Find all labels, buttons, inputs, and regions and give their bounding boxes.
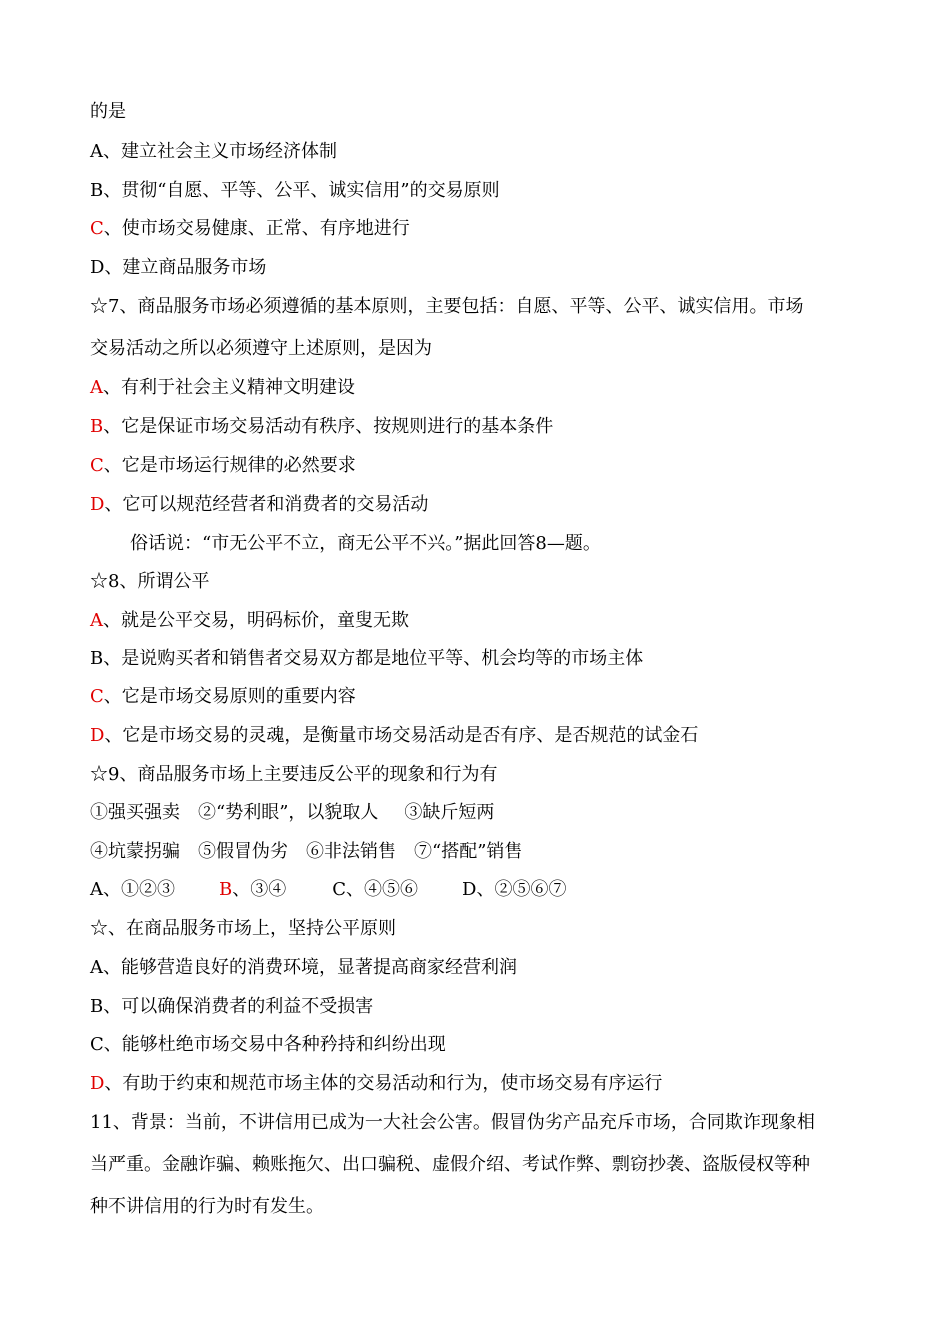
question-text: 当严重。金融诈骗、赖账拖欠、出口骗税、虚假介绍、考试作弊、剽窃抄袭、盗版侵权等种 <box>90 1154 810 1175</box>
item-3: ③缺斤短两 <box>404 802 495 823</box>
option-a <box>90 377 355 399</box>
item-5: ⑤假冒伪劣 <box>198 841 288 862</box>
question-text: 种不讲信用的行为时有发生。 <box>90 1196 324 1217</box>
option-a <box>90 141 337 163</box>
option-b <box>90 996 373 1018</box>
passage-text: 俗话说：“市无公平不立，商无公平不兴。”据此回答8—题。 <box>130 533 601 554</box>
option-text: 、有利于社会主义精神文明建设 <box>103 377 355 398</box>
question-text: 11、背景：当前，不讲信用已成为一大社会公害。假冒伪劣产品充斥市场，合同欺诈现象相 <box>90 1112 815 1133</box>
option-text: 、建立商品服务市场 <box>104 257 267 278</box>
item-2: ②“势利眼”，以貌取人 <box>198 802 379 823</box>
option-text: 、它是保证市场交易活动有秩序、按规则进行的基本条件 <box>103 416 554 437</box>
combo-option-b: 、③④ <box>232 879 287 900</box>
text-line <box>90 101 126 123</box>
passage-intro <box>130 533 601 555</box>
answer-letter: D <box>90 494 105 515</box>
option-c <box>90 218 410 240</box>
option-text: C、能够杜绝市场交易中各种矜持和纠纷出现 <box>90 1034 446 1055</box>
item-4: ④坑蒙拐骗 <box>90 841 180 862</box>
option-a <box>90 610 409 632</box>
combo-option-c: C、④⑤⑥ <box>332 879 419 900</box>
option-text: A、能够营造良好的消费环境，显著提高商家经营利润 <box>90 957 517 978</box>
line-text: 的是 <box>90 101 126 122</box>
option-text: 、有助于约束和规范市场主体的交易活动和行为，使市场交易有序运行 <box>104 1073 663 1094</box>
combo-option-d: D、②⑤⑥⑦ <box>462 879 567 900</box>
option-c <box>90 686 356 708</box>
option-text: 、就是公平交易，明码标价，童叟无欺 <box>103 610 409 631</box>
option-d <box>90 257 266 279</box>
item-1: ①强买强卖 <box>90 802 180 823</box>
option-text: 、建立社会主义市场经济体制 <box>103 141 337 162</box>
option-d <box>90 725 698 747</box>
option-text: 、它是市场运行规律的必然要求 <box>103 455 356 476</box>
option-letter: B <box>90 180 104 201</box>
answer-letter: B <box>219 879 233 900</box>
option-letter: A <box>90 141 103 162</box>
question-7 <box>90 296 803 318</box>
option-c <box>90 455 356 477</box>
option-text: 、使市场交易健康、正常、有序地进行 <box>103 218 410 239</box>
combo-options <box>90 879 566 901</box>
answer-letter: C <box>90 218 104 239</box>
question-text: 交易活动之所以必须遵守上述原则，是因为 <box>90 338 432 359</box>
items-row-2 <box>90 841 522 863</box>
answer-letter: C <box>90 455 104 476</box>
option-d <box>90 494 428 516</box>
answer-letter: B <box>90 416 104 437</box>
question-11 <box>90 1112 815 1134</box>
items-row-1 <box>90 802 494 824</box>
answer-letter: A <box>90 377 103 398</box>
combo-option-a: A、①②③ <box>90 879 175 900</box>
question-text: ☆7、商品服务市场必须遵循的基本原则，主要包括：自愿、平等、公平、诚实信用。市场 <box>90 296 804 317</box>
option-b <box>90 180 500 202</box>
question-7-continued <box>90 338 432 360</box>
answer-letter: D <box>90 1073 105 1094</box>
option-d <box>90 1073 662 1095</box>
option-text: B、可以确保消费者的利益不受损害 <box>90 996 374 1017</box>
option-text: 、是说购买者和销售者交易双方都是地位平等、机会均等的市场主体 <box>103 648 644 669</box>
option-letter: B <box>90 648 104 669</box>
question-11-continued <box>90 1196 324 1218</box>
question-8 <box>90 571 209 593</box>
answer-letter: D <box>90 725 105 746</box>
question-9 <box>90 764 497 786</box>
option-letter: D <box>90 257 105 278</box>
option-a <box>90 957 517 979</box>
option-text: 、它是市场交易的灵魂，是衡量市场交易活动是否有序、是否规范的试金石 <box>104 725 699 746</box>
answer-letter: A <box>90 610 103 631</box>
option-c <box>90 1034 446 1056</box>
option-b <box>90 648 643 670</box>
question-text: ☆9、商品服务市场上主要违反公平的现象和行为有 <box>90 764 498 785</box>
option-text: 、它是市场交易原则的重要内容 <box>103 686 356 707</box>
item-6: ⑥非法销售 <box>306 841 396 862</box>
question-11-continued <box>90 1154 810 1176</box>
option-b <box>90 416 553 438</box>
option-text: 、它可以规范经营者和消费者的交易活动 <box>104 494 429 515</box>
item-7: ⑦“搭配”销售 <box>414 841 523 862</box>
answer-letter: C <box>90 686 104 707</box>
question-text: ☆、在商品服务市场上，坚持公平原则 <box>90 918 396 939</box>
question-text: ☆8、所谓公平 <box>90 571 210 592</box>
question-10 <box>90 918 396 940</box>
option-text: 、贯彻“自愿、平等、公平、诚实信用”的交易原则 <box>103 180 500 201</box>
